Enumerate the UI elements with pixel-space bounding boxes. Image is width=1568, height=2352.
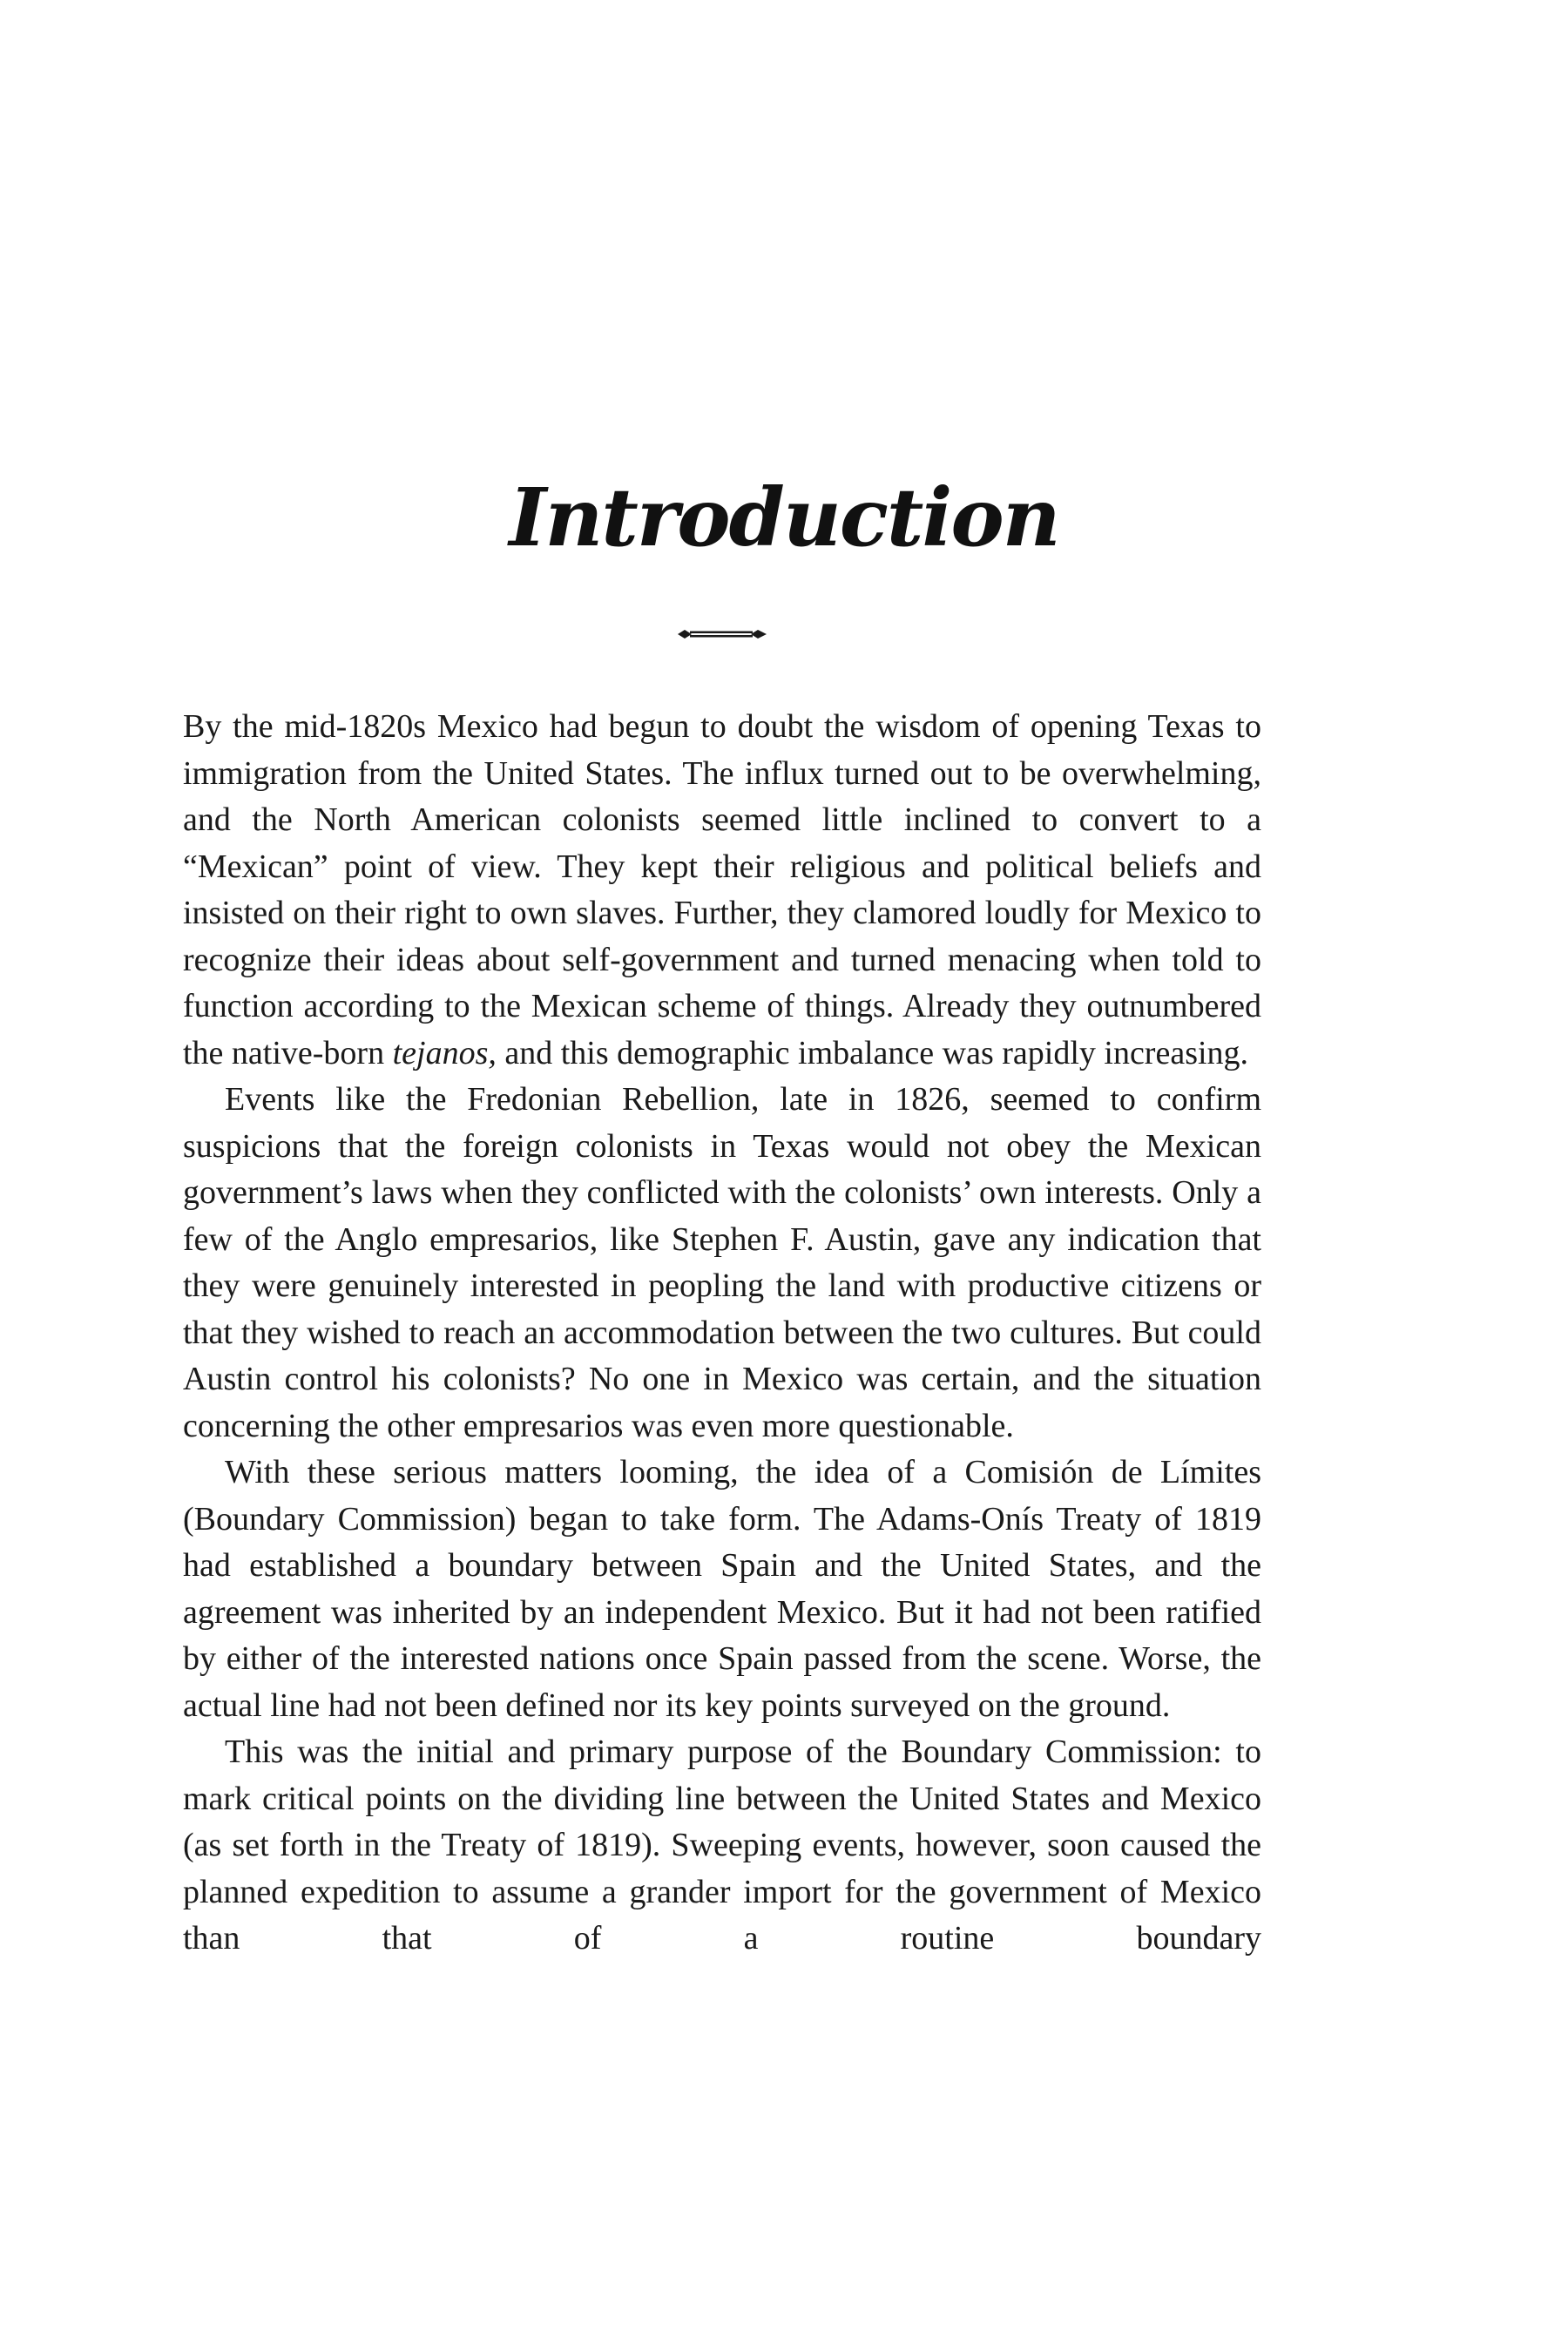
paragraph-1-text-end: and this demographic imbalance was rapidly increasing.	[496, 1034, 1249, 1071]
paragraph-2	[183, 1077, 1261, 1450]
body-text	[183, 704, 1261, 1963]
ornament-divider-icon	[674, 625, 770, 643]
paragraph-4-text: This was the initial and primary purpose of the Boundary Commission: to mark critical points on the dividing line between the United States and Mexico (as set forth in the Treaty of 1819). Sweeping events, however, soon caused the planned expedition to assume a grander import for the government of Mexico than that of a routine boundary	[183, 1734, 1261, 1957]
paragraph-1-text: By the mid-1820s Mexico had begun to doubt the wisdom of opening Texas to immigration from the United States. The influx turned out to be overwhelming, and the North American colonists seemed little inclined to convert to a “Mexican” point of view. They kept their religious and political beliefs and insisted on their right to own slaves. Further, they clamored loudly for Mexico to recognize their ideas about self-government and turned menacing when told to function according to the Mexican scheme of things. Already they outnumbered the native-born	[183, 708, 1261, 1071]
paragraph-3-text: With these serious matters looming, the idea of a Comisión de Límites (Boundary Commission) began to take form. The Adams-Onís Treaty of 1819 had established a boundary between Spain and the United States, and the agreement was inherited by an independent Mexico. But it had not been ratified by either of the interested nations once Spain passed from the scene. Worse, the actual line had not been defined nor its key points surveyed on the ground.	[183, 1454, 1261, 1724]
chapter-title: Introduction	[509, 470, 1059, 564]
paragraph-1	[183, 704, 1261, 1077]
italic-term-tejanos: tejanos,	[392, 1034, 497, 1071]
paragraph-4	[183, 1729, 1261, 1963]
paragraph-3	[183, 1450, 1261, 1729]
paragraph-2-text: Events like the Fredonian Rebellion, late in 1826, seemed to confirm suspicions that the foreign colonists in Texas would not obey the Mexican government’s laws when they conflicted with the colonists’ own interests. Only a few of the Anglo empresarios, like Stephen F. Austin, gave any indication that they were genuinely interested in peopling the land with productive citizens or that they wished to reach an accommodation between the two cultures. But could Austin control his colonists? No one in Mexico was certain, and the situation concerning the other empresarios was even more questionable.	[183, 1081, 1261, 1444]
